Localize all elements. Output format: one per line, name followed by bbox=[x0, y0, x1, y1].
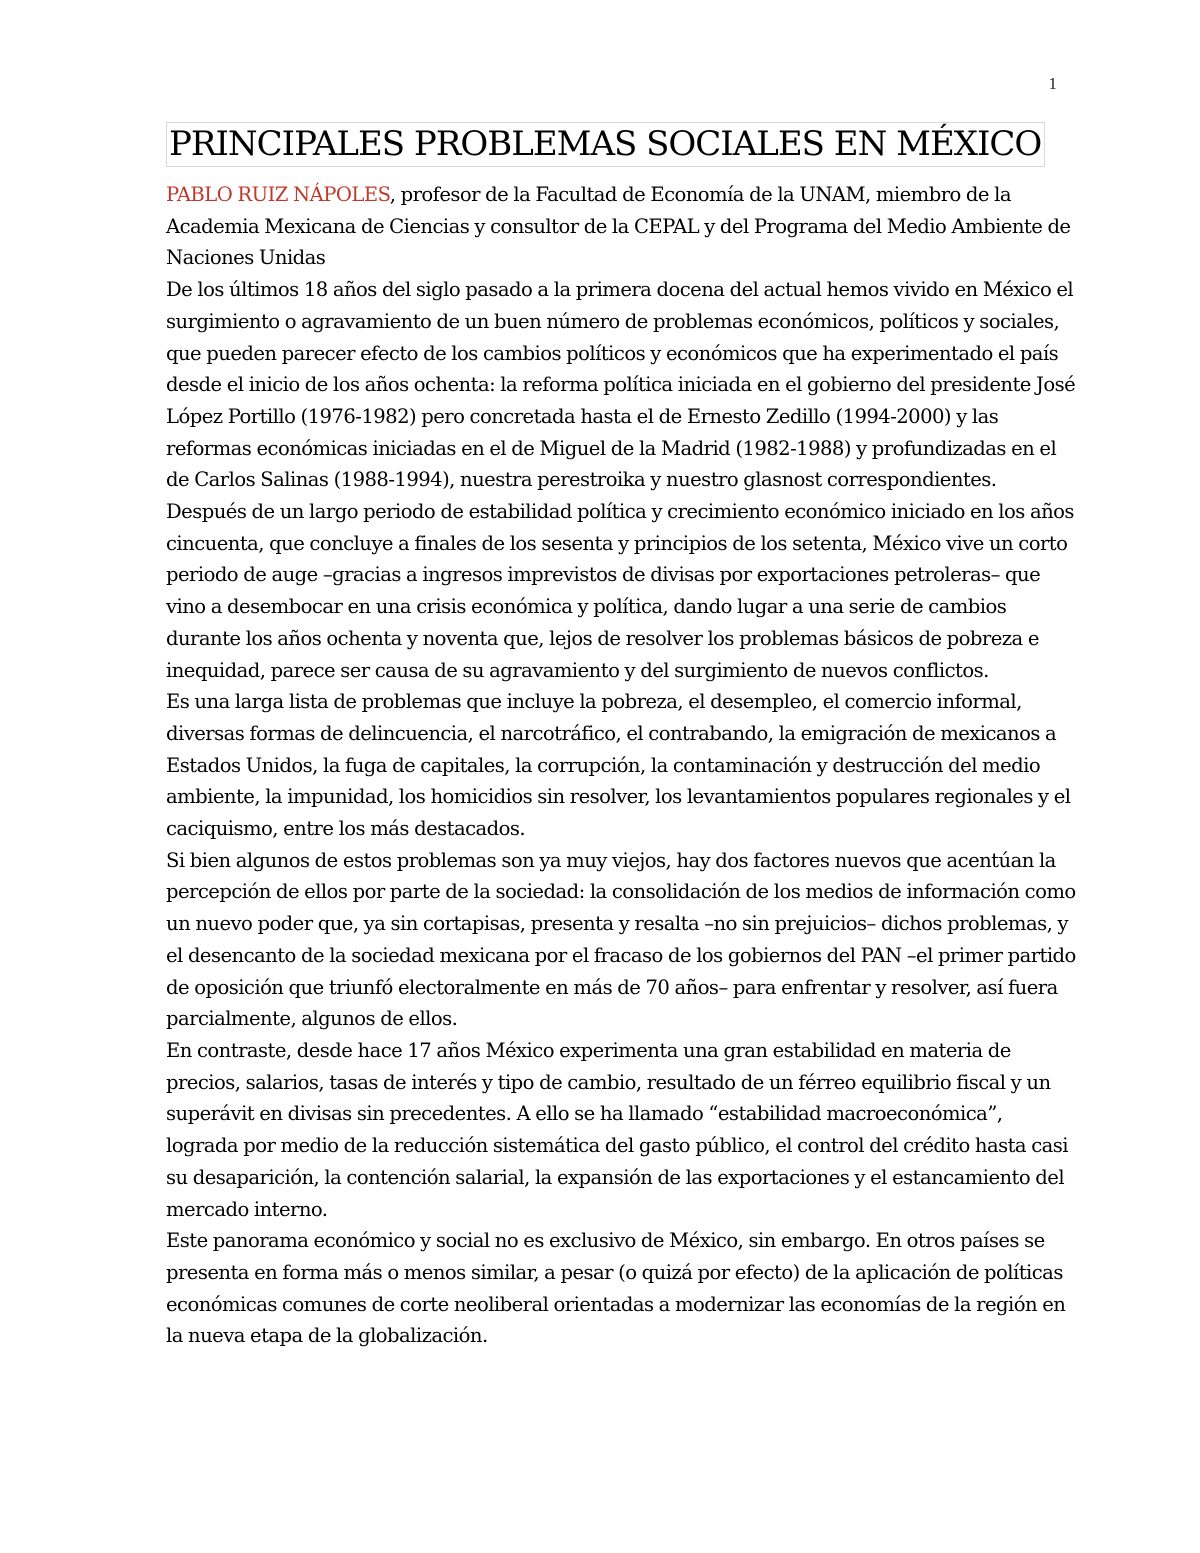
document-body bbox=[166, 122, 1076, 1352]
paragraph-5: En contraste, desde hace 17 años México experimenta una gran estabilidad en materia de precios, salarios, tasas de interés y tipo de cambio, resultado de un férreo equilibrio fiscal y un superávit en divisas sin precedentes. A ello se ha llamado “estabilidad macroeconómica”, lograda por medio de la reducción sistemática del gasto público, el control del crédito hasta casi su desaparición, la contención salarial, la expansión de las exportaciones y el estancamiento del mercado interno. bbox=[166, 1038, 1068, 1221]
paragraph-3: Es una larga lista de problemas que incluye la pobreza, el desempleo, el comercio informal, diversas formas de delincuencia, el narcotráfico, el contrabando, la emigración de mexicanos a Estados Unidos, la fuga de capitales, la corrupción, la contaminación y destrucción del medio ambiente, la impunidad, los homicidios sin resolver, los levantamientos populares regionales y el caciquismo, entre los más destacados. bbox=[166, 690, 1071, 841]
paragraph-2: Después de un largo periodo de estabilidad política y crecimiento económico iniciado en los años cincuenta, que concluye a finales de los sesenta y principios de los setenta, México vive un corto periodo de auge –gracias a ingresos imprevistos de divisas por exportaciones petroleras– que vino a desembocar en una crisis económica y política, dando lugar a una serie de cambios durante los años ochenta y noventa que, lejos de resolver los problemas básicos de pobreza e inequidad, parece ser causa de su agravamiento y del surgimiento de nuevos conflictos. bbox=[166, 500, 1074, 682]
page-number: 1 bbox=[1048, 74, 1057, 93]
paragraph-1: De los últimos 18 años del siglo pasado a la primera docena del actual hemos vivido en México el surgimiento o agravamiento de un buen número de problemas económicos, políticos y sociales, que pueden parecer efecto de los cambios políticos y económicos que ha experimentado el país desde el inicio de los años ochenta: la reforma política iniciada en el gobierno del presidente José López Portillo (1976-1982) pero concretada hasta el de Ernesto Zedillo (1994-2000) y las reformas económicas iniciadas en el de Miguel de la Madrid (1982-1988) y profundizadas en el de Carlos Salinas (1988-1994), nuestra perestroika y nuestro glasnost correspondientes. bbox=[166, 278, 1076, 492]
author-line bbox=[166, 179, 1076, 274]
paragraph-6: Este panorama económico y social no es exclusivo de México, sin embargo. En otros países se presenta en forma más o menos similar, a pesar (o quizá por efecto) de la aplicación de políticas económicas comunes de corte neoliberal orientadas a modernizar las economías de la región en la nueva etapa de la globalización. bbox=[166, 1229, 1066, 1348]
document-title: PRINCIPALES PROBLEMAS SOCIALES EN MÉXICO bbox=[166, 122, 1045, 167]
paragraph-4: Si bien algunos de estos problemas son ya muy viejos, hay dos factores nuevos que acentúan la percepción de ellos por parte de la sociedad: la consolidación de los medios de información como un nuevo poder que, ya sin cortapisas, presenta y resalta –no sin prejuicios– dichos problemas, y el desencanto de la sociedad mexicana por el fracaso de los gobiernos del PAN –el primer partido de oposición que triunfó electoralmente en más de 70 años– para enfrentar y resolver, así fuera parcialmente, algunos de ellos. bbox=[166, 848, 1076, 1031]
author-affiliation: , profesor de la Facultad de Economía de la UNAM, miembro de la Academia Mexicana de Ciencias y consultor de la CEPAL y del Programa del Medio Ambiente de Naciones Unidas bbox=[166, 183, 1071, 270]
author-name: PABLO RUIZ NÁPOLES bbox=[166, 183, 390, 206]
